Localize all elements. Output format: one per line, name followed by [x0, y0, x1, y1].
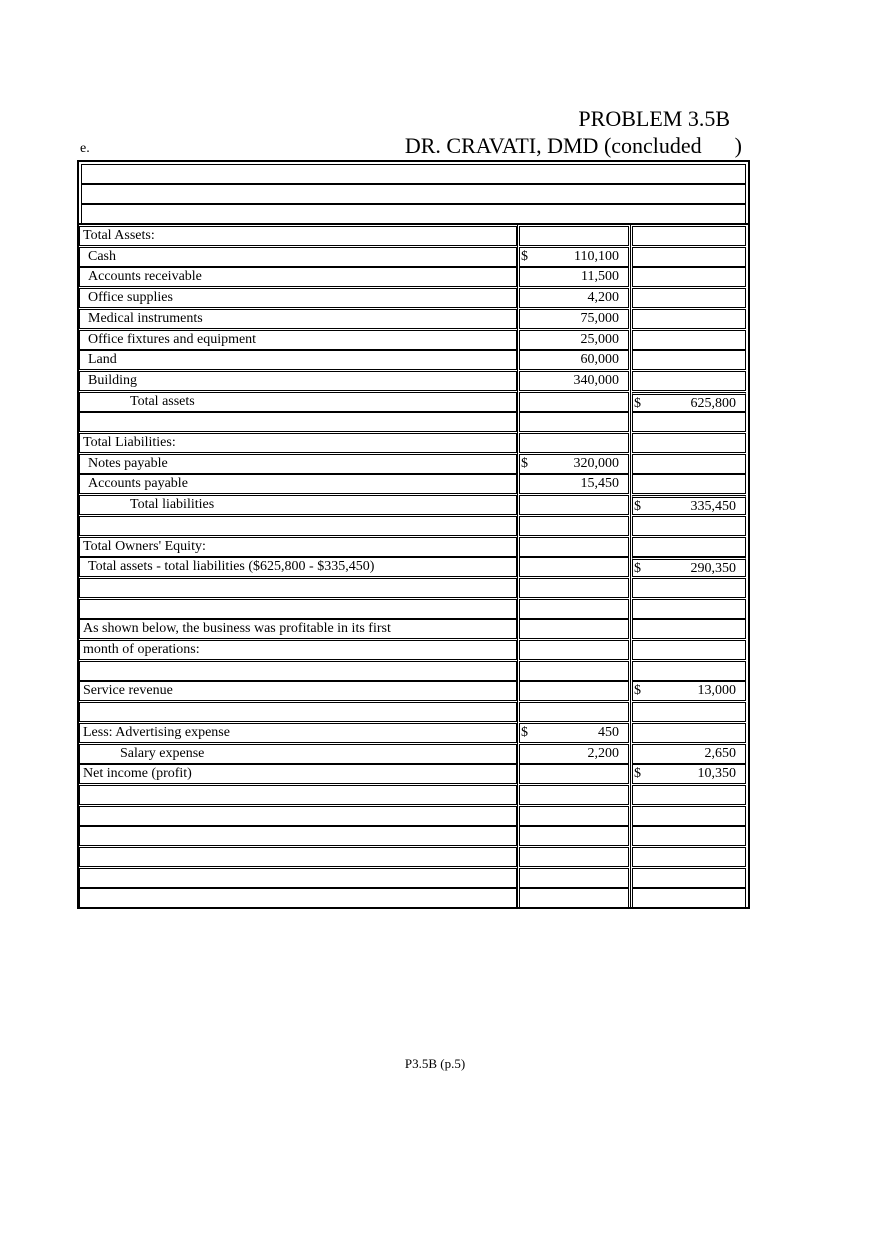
row-label: Office fixtures and equipment	[79, 330, 517, 350]
amount-cell-right	[632, 785, 746, 805]
amount-value: 13,000	[697, 683, 736, 698]
amount-cell-right	[632, 433, 746, 453]
amount-cell-right	[632, 640, 746, 660]
amount-cell-left	[519, 599, 629, 619]
amount-cell-left	[519, 619, 629, 639]
worksheet-table	[77, 160, 750, 909]
amount-value: 450	[598, 725, 619, 740]
amount-value: 290,350	[690, 561, 736, 576]
amount-cell-left	[519, 578, 629, 598]
row-label	[79, 578, 517, 598]
problem-title: PROBLEM 3.5B	[578, 106, 730, 131]
amount-value: 340,000	[573, 373, 619, 388]
amount-cell-right	[632, 330, 746, 350]
amount-cell-left	[519, 350, 629, 370]
amount-cell-right	[632, 826, 746, 846]
amount-value: 25,000	[580, 332, 619, 347]
column-divider	[517, 224, 518, 909]
amount-cell-right	[632, 847, 746, 867]
row-label: Total assets	[79, 392, 517, 412]
row-label: Land	[79, 350, 517, 370]
amount-cell-right	[632, 702, 746, 722]
amount-cell-right	[632, 599, 746, 619]
amount-cell-left	[519, 247, 629, 267]
heading-row	[81, 164, 746, 184]
amount-cell-right	[632, 619, 746, 639]
amount-cell-left	[519, 764, 629, 784]
row-label: Total Liabilities:	[79, 433, 517, 453]
column-divider	[630, 224, 631, 909]
dollar-sign: $	[634, 766, 641, 781]
dollar-sign: $	[634, 683, 641, 698]
amount-value: 4,200	[587, 290, 619, 305]
amount-cell-left	[519, 288, 629, 308]
row-label	[79, 806, 517, 826]
amount-value: 11,500	[581, 269, 619, 284]
amount-cell-right	[632, 557, 746, 577]
row-label: month of operations:	[79, 640, 517, 660]
amount-cell-right	[632, 371, 746, 391]
amount-cell-left	[519, 723, 629, 743]
amount-cell-right	[632, 537, 746, 557]
heading-box	[77, 160, 750, 225]
row-label: Cash	[79, 247, 517, 267]
amount-cell-left	[519, 785, 629, 805]
amount-cell-left	[519, 309, 629, 329]
amount-cell-left	[519, 661, 629, 681]
dollar-sign: $	[634, 499, 641, 514]
amount-cell-left	[519, 474, 629, 494]
row-label: Salary expense	[79, 744, 517, 764]
row-label	[79, 661, 517, 681]
row-label	[79, 599, 517, 619]
amount-value: 110,100	[574, 249, 619, 264]
dollar-sign: $	[521, 456, 528, 471]
page-footer: P3.5B (p.5)	[404, 1056, 466, 1071]
row-label	[79, 412, 517, 432]
amount-cell-left	[519, 826, 629, 846]
amount-cell-right	[632, 516, 746, 536]
amount-cell-right	[632, 267, 746, 287]
row-label: Total assets - total liabilities ($625,800 - $335,450)	[79, 557, 517, 577]
amount-cell-right	[632, 806, 746, 826]
amount-cell-right	[632, 868, 746, 888]
row-label: Medical instruments	[79, 309, 517, 329]
row-label: Accounts payable	[79, 474, 517, 494]
amount-value: 10,350	[697, 766, 736, 781]
row-label	[79, 847, 517, 867]
row-label: Less: Advertising expense	[79, 723, 517, 743]
amount-value: 15,450	[580, 476, 619, 491]
row-label: Building	[79, 371, 517, 391]
amount-cell-left	[519, 371, 629, 391]
subtitle: DR. CRAVATI, DMD (concluded )	[404, 133, 742, 158]
amount-value: 60,000	[580, 352, 619, 367]
row-label: Total liabilities	[79, 495, 517, 515]
row-label: Accounts receivable	[79, 267, 517, 287]
amount-value: 75,000	[580, 311, 619, 326]
amount-cell-left	[519, 433, 629, 453]
row-label	[79, 785, 517, 805]
amount-cell-right	[632, 392, 746, 412]
row-label	[79, 702, 517, 722]
amount-cell-right	[632, 744, 746, 764]
amount-cell-left	[519, 516, 629, 536]
part-label: e.	[80, 141, 90, 156]
amount-cell-left	[519, 806, 629, 826]
heading-row	[81, 204, 746, 224]
amount-cell-left	[519, 226, 629, 246]
amount-cell-right	[632, 288, 746, 308]
amount-cell-right	[632, 495, 746, 515]
amount-cell-right	[632, 661, 746, 681]
row-label	[79, 888, 517, 908]
amount-cell-right	[632, 764, 746, 784]
amount-cell-left	[519, 392, 629, 412]
amount-cell-left	[519, 495, 629, 515]
amount-cell-right	[632, 412, 746, 432]
amount-value: 320,000	[573, 456, 619, 471]
amount-cell-right	[632, 681, 746, 701]
dollar-sign: $	[521, 249, 528, 264]
row-label: Service revenue	[79, 681, 517, 701]
row-label: Net income (profit)	[79, 764, 517, 784]
heading-row	[81, 184, 746, 204]
amount-cell-left	[519, 412, 629, 432]
amount-cell-left	[519, 681, 629, 701]
amount-cell-left	[519, 744, 629, 764]
amount-cell-right	[632, 578, 746, 598]
dollar-sign: $	[634, 396, 641, 411]
row-label: Total Assets:	[79, 226, 517, 246]
amount-cell-left	[519, 537, 629, 557]
amount-cell-left	[519, 640, 629, 660]
row-label: Total Owners' Equity:	[79, 537, 517, 557]
row-label: Notes payable	[79, 454, 517, 474]
amount-cell-right	[632, 723, 746, 743]
amount-cell-right	[632, 888, 746, 908]
row-label	[79, 826, 517, 846]
amount-cell-left	[519, 702, 629, 722]
amount-cell-left	[519, 868, 629, 888]
row-label	[79, 868, 517, 888]
amount-cell-left	[519, 454, 629, 474]
amount-cell-right	[632, 474, 746, 494]
row-label	[79, 516, 517, 536]
amount-cell-left	[519, 557, 629, 577]
amount-cell-left	[519, 267, 629, 287]
amount-value: 2,200	[587, 746, 619, 761]
amount-cell-right	[632, 350, 746, 370]
amount-value: 2,650	[704, 746, 736, 761]
amount-cell-right	[632, 454, 746, 474]
row-label: Office supplies	[79, 288, 517, 308]
dollar-sign: $	[521, 725, 528, 740]
amount-cell-right	[632, 309, 746, 329]
dollar-sign: $	[634, 561, 641, 576]
amount-cell-left	[519, 847, 629, 867]
amount-value: 335,450	[690, 499, 736, 514]
amount-cell-left	[519, 330, 629, 350]
amount-cell-right	[632, 226, 746, 246]
amount-cell-left	[519, 888, 629, 908]
amount-cell-right	[632, 247, 746, 267]
row-label: As shown below, the business was profitable in its first	[79, 619, 517, 639]
amount-value: 625,800	[690, 396, 736, 411]
